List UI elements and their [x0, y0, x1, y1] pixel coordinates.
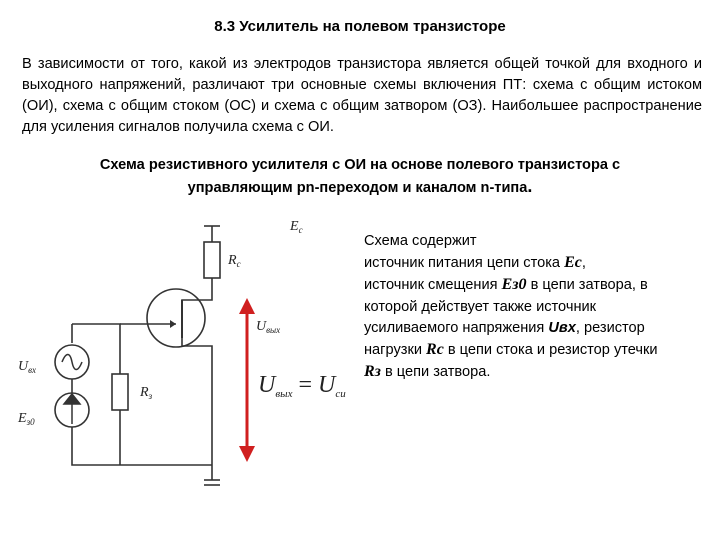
- desc-line-4: которой действует также источник: [364, 298, 597, 315]
- desc-line-3: источник смещения Ез0 в цепи затвора, в: [364, 276, 648, 294]
- desc-line-2: источник питания цепи стока Ec,: [364, 254, 586, 272]
- resistor-rz: [112, 374, 128, 410]
- label-uin: $U_{вх}$: [18, 359, 37, 375]
- heading-line-1: Схема резистивного усилителя с ОИ на основе полевого транзистора с: [99, 157, 621, 173]
- source-wire: [182, 336, 212, 480]
- label-ec: $E_c$: [290, 219, 303, 235]
- resistor-rc: [204, 242, 220, 278]
- output-voltage-arrow: [239, 298, 255, 462]
- symbol-rc: Rс: [426, 341, 444, 359]
- intro-paragraph: В зависимости от того, какой из электродов транзистора является общей точкой для входного и выходного напряжений, различают три основные схемы включения ПТ: схема с общим истоком (ОИ), схема с общим стоком (ОС) и схема с общим затвором (ОЗ). Наибольшее распространение для усиления сигналов получила схема с ОИ.: [22, 56, 702, 135]
- label-uout: $U_{вых}$: [256, 319, 281, 335]
- label-ez0: $E_{з0}$: [18, 411, 35, 427]
- page-title: 8.3 Усилитель на полевом транзисторе: [214, 18, 506, 35]
- symbol-rz: Rз: [364, 363, 381, 381]
- label-rc: $R_c$: [228, 253, 241, 269]
- gate-arrow: [170, 320, 176, 328]
- symbol-ez0: Ез0: [501, 276, 527, 294]
- symbol-uvx: Uвх: [548, 319, 576, 336]
- label-rz: $R_з$: [140, 385, 153, 401]
- desc-line-7: Rз в цепи затвора.: [364, 363, 491, 381]
- desc-line-1: Схема содержит: [364, 233, 477, 249]
- source-arrow-icon: [64, 394, 80, 424]
- symbol-ec: Ec: [564, 254, 582, 272]
- desc-line-5: усиливаемого напряжения Uвх, резистор: [364, 319, 645, 336]
- heading-line-2: управляющим pn-переходом и каналом n-типа: [187, 180, 528, 196]
- sine-icon: [62, 355, 82, 370]
- transistor-symbol: [147, 289, 205, 347]
- output-voltage-formula: $U_{вых} = U_{си}$: [258, 372, 346, 400]
- heading-dot: .: [527, 176, 533, 196]
- desc-line-6: нагрузки Rс в цепи стока и резистор утечки: [364, 341, 658, 359]
